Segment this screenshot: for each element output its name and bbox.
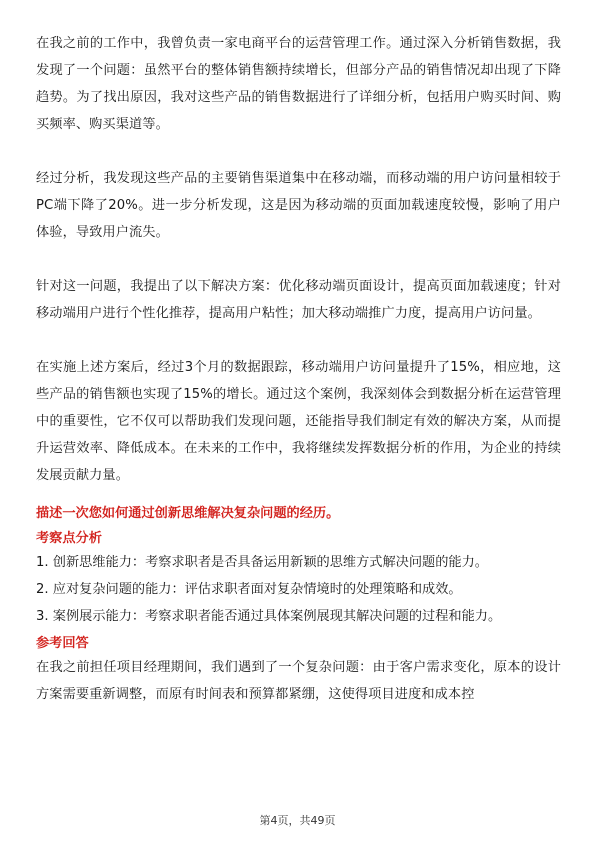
question-heading: 描述一次您如何通过创新思维解决复杂问题的经历。 <box>36 506 340 521</box>
paragraph-1: 在我之前的工作中，我曾负责一家电商平台的运营管理工作。通过深入分析销售数据，我发现了一个问题：虽然平台的整体销售额持续增长，但部分产品的销售情况却出现了下降趋势。为了找出原因，我对这些产品的销售数据进行了详细分析，包括用户购买时间、购买频率、购买渠道等。 <box>36 36 561 132</box>
analysis-heading: 考察点分析 <box>36 531 102 546</box>
paragraph-3: 针对这一问题，我提出了以下解决方案：优化移动端页面设计，提高页面加载速度；针对移动端用户进行个性化推荐，提高用户粘性；加大移动端推广力度，提高用户访问量。 <box>36 279 561 321</box>
reference-answer: 在我之前担任项目经理期间，我们遇到了一个复杂问题：由于客户需求变化，原本的设计方案需要重新调整，而原有时间表和预算都紧绷，这使得项目进度和成本控 <box>36 660 561 702</box>
paragraph-2: 经过分析，我发现这些产品的主要销售渠道集中在移动端，而移动端的用户访问量相较于PC端下降了20%。进一步分析发现，这是因为移动端的页面加载速度较慢，影响了用户体验，导致用户流失。 <box>36 171 561 240</box>
analysis-item-1: 1. 创新思维能力：考察求职者是否具备运用新颖的思维方式解决问题的能力。 <box>36 555 488 570</box>
document-body <box>36 30 561 708</box>
analysis-item-3: 3. 案例展示能力：考察求职者能否通过具体案例展现其解决问题的过程和能力。 <box>36 609 502 624</box>
analysis-item-2: 2. 应对复杂问题的能力：评估求职者面对复杂情境时的处理策略和成效。 <box>36 582 462 597</box>
paragraph-4: 在实施上述方案后，经过3个月的数据跟踪，移动端用户访问量提升了15%，相应地，这些产品的销售额也实现了15%的增长。通过这个案例，我深刻体会到数据分析在运营管理中的重要性，它不仅可以帮助我们发现问题，还能指导我们制定有效的解决方案，从而提升运营效率、降低成本。在未来的工作中，我将继续发挥数据分析的作用，为企业的持续发展贡献力量。 <box>36 360 561 483</box>
reference-heading: 参考回答 <box>36 636 89 651</box>
page-number: 第4页，共49页 <box>259 814 336 827</box>
